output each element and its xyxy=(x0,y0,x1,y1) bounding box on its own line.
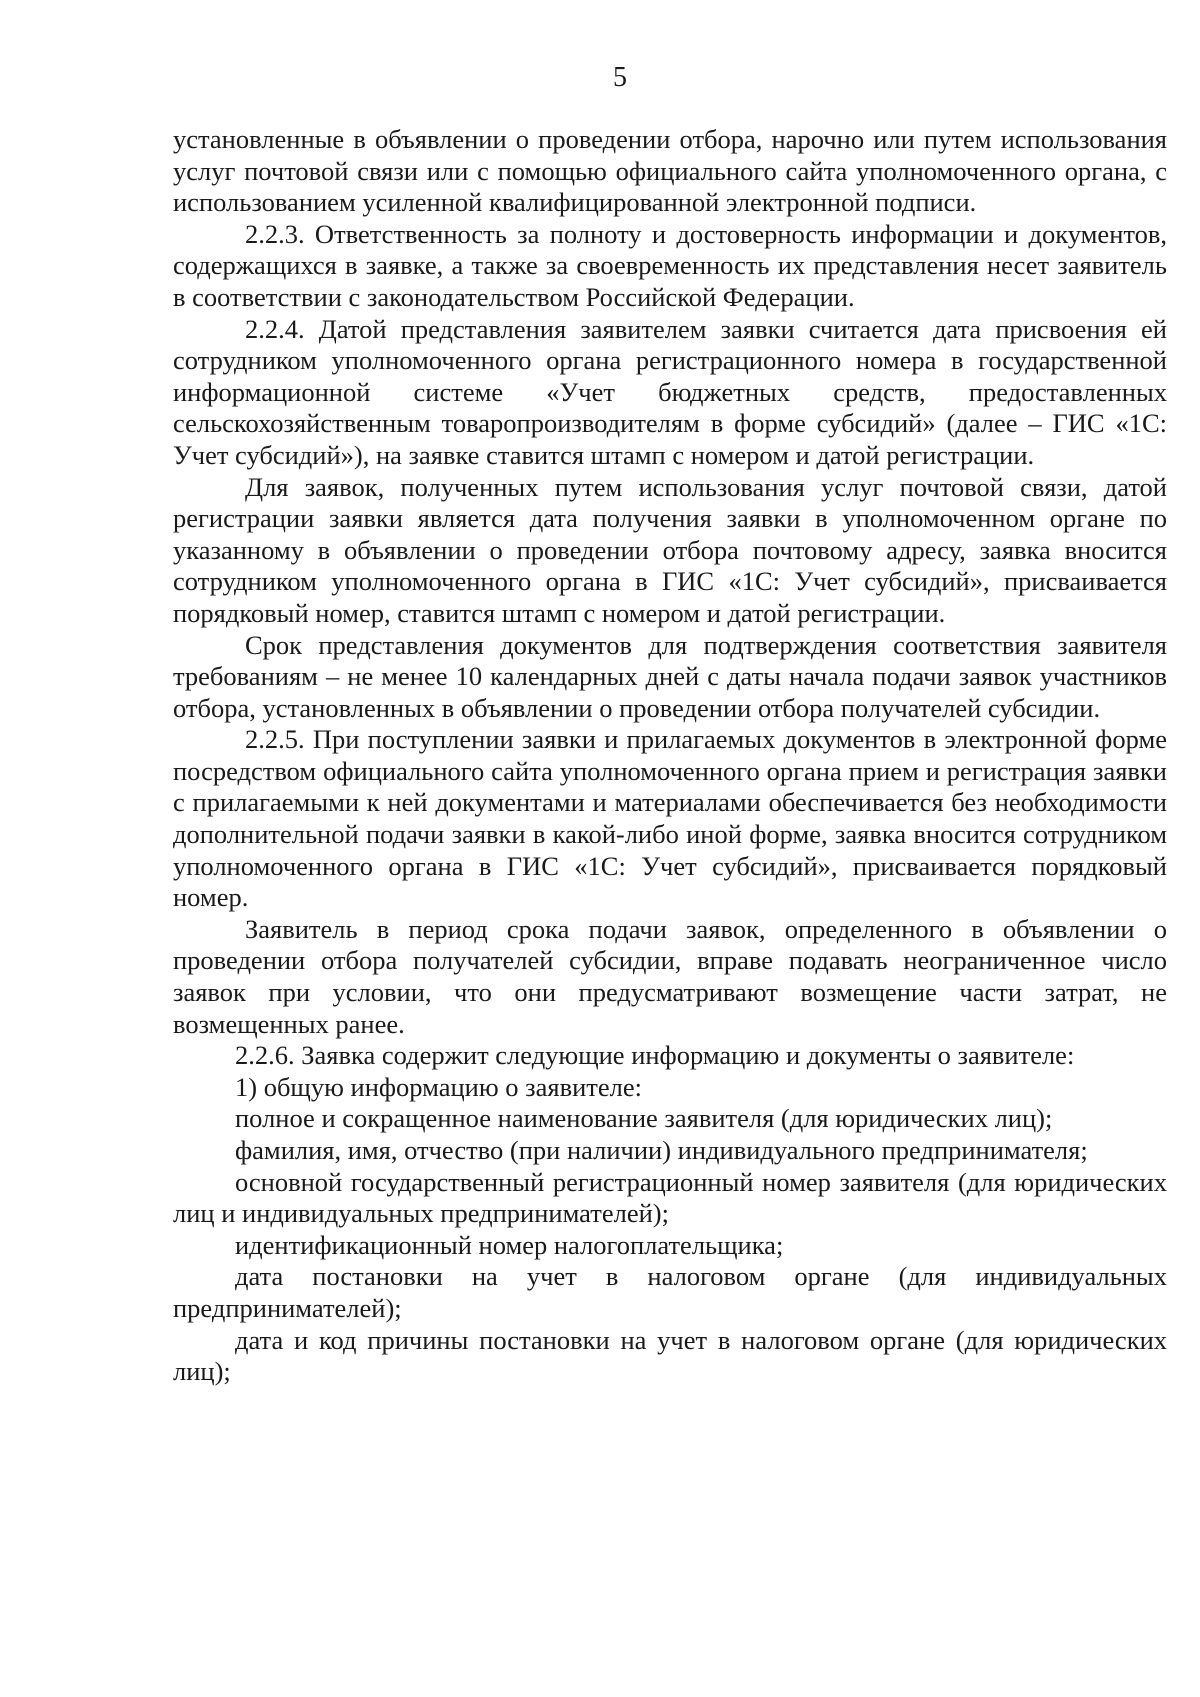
paragraph-2-2-5: 2.2.5. При поступлении заявки и прилагаемых документов в электронной форме посредством официального сайта уполномоченного органа прием и регистрация заявки с прилагаемыми к ней документами и материалами обеспечивается без необходимости дополнительной подачи заявки в какой-либо иной форме, заявка вносится сотрудником уполномоченного органа в ГИС «1С: Учет субсидий», присваивается порядковый номер. xyxy=(173,724,1167,913)
list-item-full-name: полное и сокращенное наименование заявителя (для юридических лиц); xyxy=(235,1103,1053,1134)
page-number: 5 xyxy=(613,62,627,93)
list-item-inn: идентификационный номер налогоплательщика; xyxy=(235,1229,784,1260)
paragraph-continuation: установленные в объявлении о проведении отбора, нарочно или путем использования услуг почтовой связи или с помощью официального сайта уполномоченного органа, с использованием усиленной квалифицированной электронной подписи. xyxy=(173,124,1167,218)
paragraph-2-2-3: 2.2.3. Ответственность за полноту и достоверность информации и документов, содержащихся в заявке, а также за своевременность их представления несет заявитель в соответствии с законодательством Российской Федерации. xyxy=(173,218,1167,312)
paragraph-2-2-4: 2.2.4. Датой представления заявителем заявки считается дата присвоения ей сотрудником уполномоченного органа регистрационного номера в государственной информационной системе «Учет бюджетных средств, предоставленных сельскохозяйственным товаропроизводителям в форме субсидий» (далее – ГИС «1С: Учет субсидий»), на заявке ставится штамп с номером и датой регистрации. xyxy=(173,313,1167,470)
document-body xyxy=(173,124,1167,1388)
list-item-tax-registration-date: дата постановки на учет в налоговом органе (для индивидуальных предпринимателей); xyxy=(173,1261,1167,1323)
paragraph-unlimited-applications: Заявитель в период срока подачи заявок, определенного в объявлении о проведении отбора получателей субсидии, вправе подавать неограниченное число заявок при условии, что они предусматривают возмещение части затрат, не возмещенных ранее. xyxy=(173,913,1167,1039)
paragraph-2-2-6: 2.2.6. Заявка содержит следующие информацию и документы о заявителе: xyxy=(235,1040,1075,1071)
paragraph-postal-registration: Для заявок, полученных путем использования услуг почтовой связи, датой регистрации заявки является дата получения заявки в уполномоченном органе по указанному в объявлении о проведении отбора почтовому адресу, заявка вносится сотрудником уполномоченного органа в ГИС «1С: Учет субсидий», присваивается порядковый номер, ставится штамп с номером и датой регистрации. xyxy=(173,471,1167,628)
list-item-entrepreneur-name: фамилия, имя, отчество (при наличии) индивидуального предпринимателя; xyxy=(235,1135,1088,1165)
list-item-general-info: 1) общую информацию о заявителе: xyxy=(235,1071,642,1102)
list-item-ogrn: основной государственный регистрационный номер заявителя (для юридических лиц и индивидуальных предпринимателей); xyxy=(173,1166,1167,1229)
list-item-kpp: дата и код причины постановки на учет в налоговом органе (для юридических лиц); xyxy=(173,1324,1167,1387)
paragraph-document-deadline: Срок представления документов для подтверждения соответствия заявителя требованиям – не менее 10 календарных дней с даты начала подачи заявок участников отбора, установленных в объявлении о проведении отбора получателей субсидии. xyxy=(173,629,1167,723)
